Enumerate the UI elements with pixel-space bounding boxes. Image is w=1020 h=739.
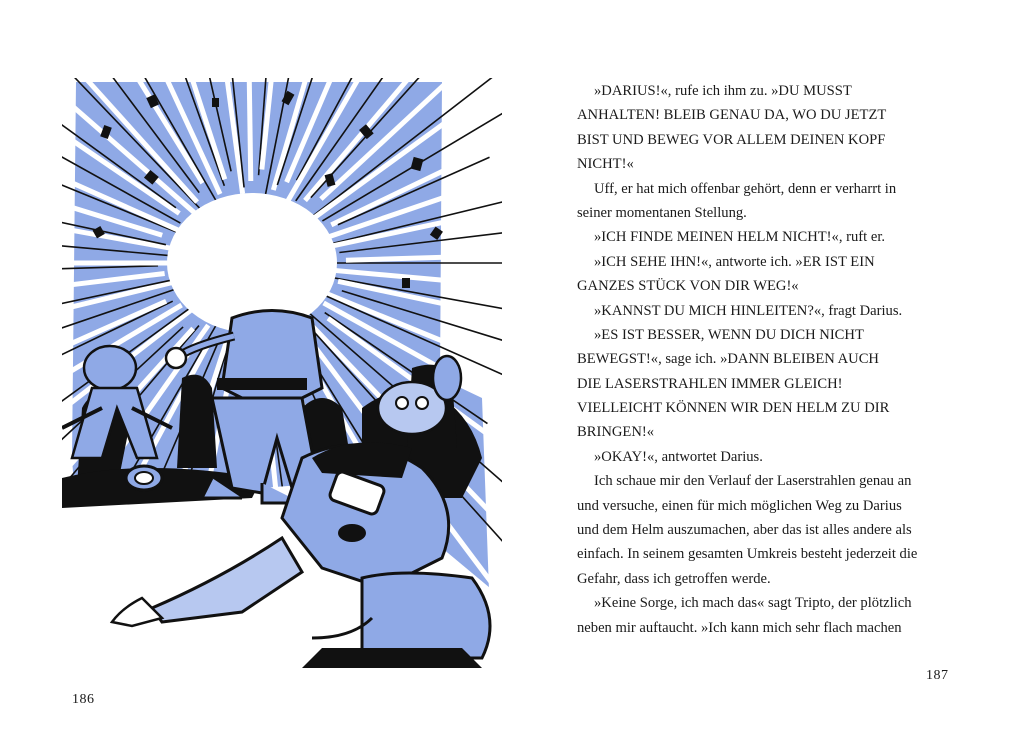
text-line: und dem Helm auszumachen, aber das ist alles andere als bbox=[577, 522, 912, 539]
text-line: BEWEGST!«, sage ich. »DANN BLEIBEN AUCH bbox=[577, 351, 879, 368]
page-number-left: 186 bbox=[72, 692, 95, 707]
text-line: GANZES STÜCK VON DIR WEG!« bbox=[577, 278, 799, 295]
text-line: einfach. In seinem gesamten Umkreis besteht jederzeit die bbox=[577, 546, 918, 563]
text-line: »KANNST DU MICH HINLEITEN?«, fragt Darius. bbox=[594, 302, 903, 319]
text-line: »ICH FINDE MEINEN HELM NICHT!«, ruft er. bbox=[594, 229, 886, 246]
helmet-on-ground bbox=[126, 466, 162, 490]
comic-illustration bbox=[62, 78, 502, 668]
text-line: »DARIUS!«, rufe ich ihm zu. »DU MUSST bbox=[594, 83, 852, 99]
text-line: Gefahr, dass ich getroffen werde. bbox=[577, 570, 771, 587]
page-number-right: 187 bbox=[926, 668, 949, 683]
text-line: ANHALTEN! BLEIB GENAU DA, WO DU JETZT bbox=[577, 107, 887, 124]
story-text bbox=[577, 79, 957, 640]
text-line: VIELLEICHT KÖNNEN WIR DEN HELM ZU DIR bbox=[577, 400, 890, 417]
text-line: NICHT!« bbox=[577, 156, 634, 173]
illustration-canvas bbox=[62, 78, 502, 668]
text-line: BIST UND BEWEG VOR ALLEM DEINEN KOPF bbox=[577, 131, 886, 148]
text-line: »ES IST BESSER, WENN DU DICH NICHT bbox=[594, 326, 864, 343]
text-line: und versuche, einen für mich möglichen Weg zu Darius bbox=[577, 497, 902, 514]
text-line: DIE LASERSTRAHLEN IMMER GLEICH! bbox=[577, 375, 843, 392]
text-line: »ICH SEHE IHN!«, antworte ich. »ER IST EIN bbox=[594, 253, 875, 270]
text-line: »Keine Sorge, ich mach das« sagt Tripto, der plötzlich bbox=[594, 595, 912, 612]
text-line: seiner momentanen Stellung. bbox=[577, 204, 747, 221]
text-line: Ich schaue mir den Verlauf der Laserstrahlen genau an bbox=[594, 473, 912, 490]
text-line: neben mir auftaucht. »Ich kann mich sehr flach machen bbox=[577, 619, 902, 636]
text-line: »OKAY!«, antwortet Darius. bbox=[594, 448, 763, 465]
text-line: BRINGEN!« bbox=[577, 424, 655, 441]
text-line: Uff, er hat mich offenbar gehört, denn er verharrt in bbox=[594, 180, 897, 197]
